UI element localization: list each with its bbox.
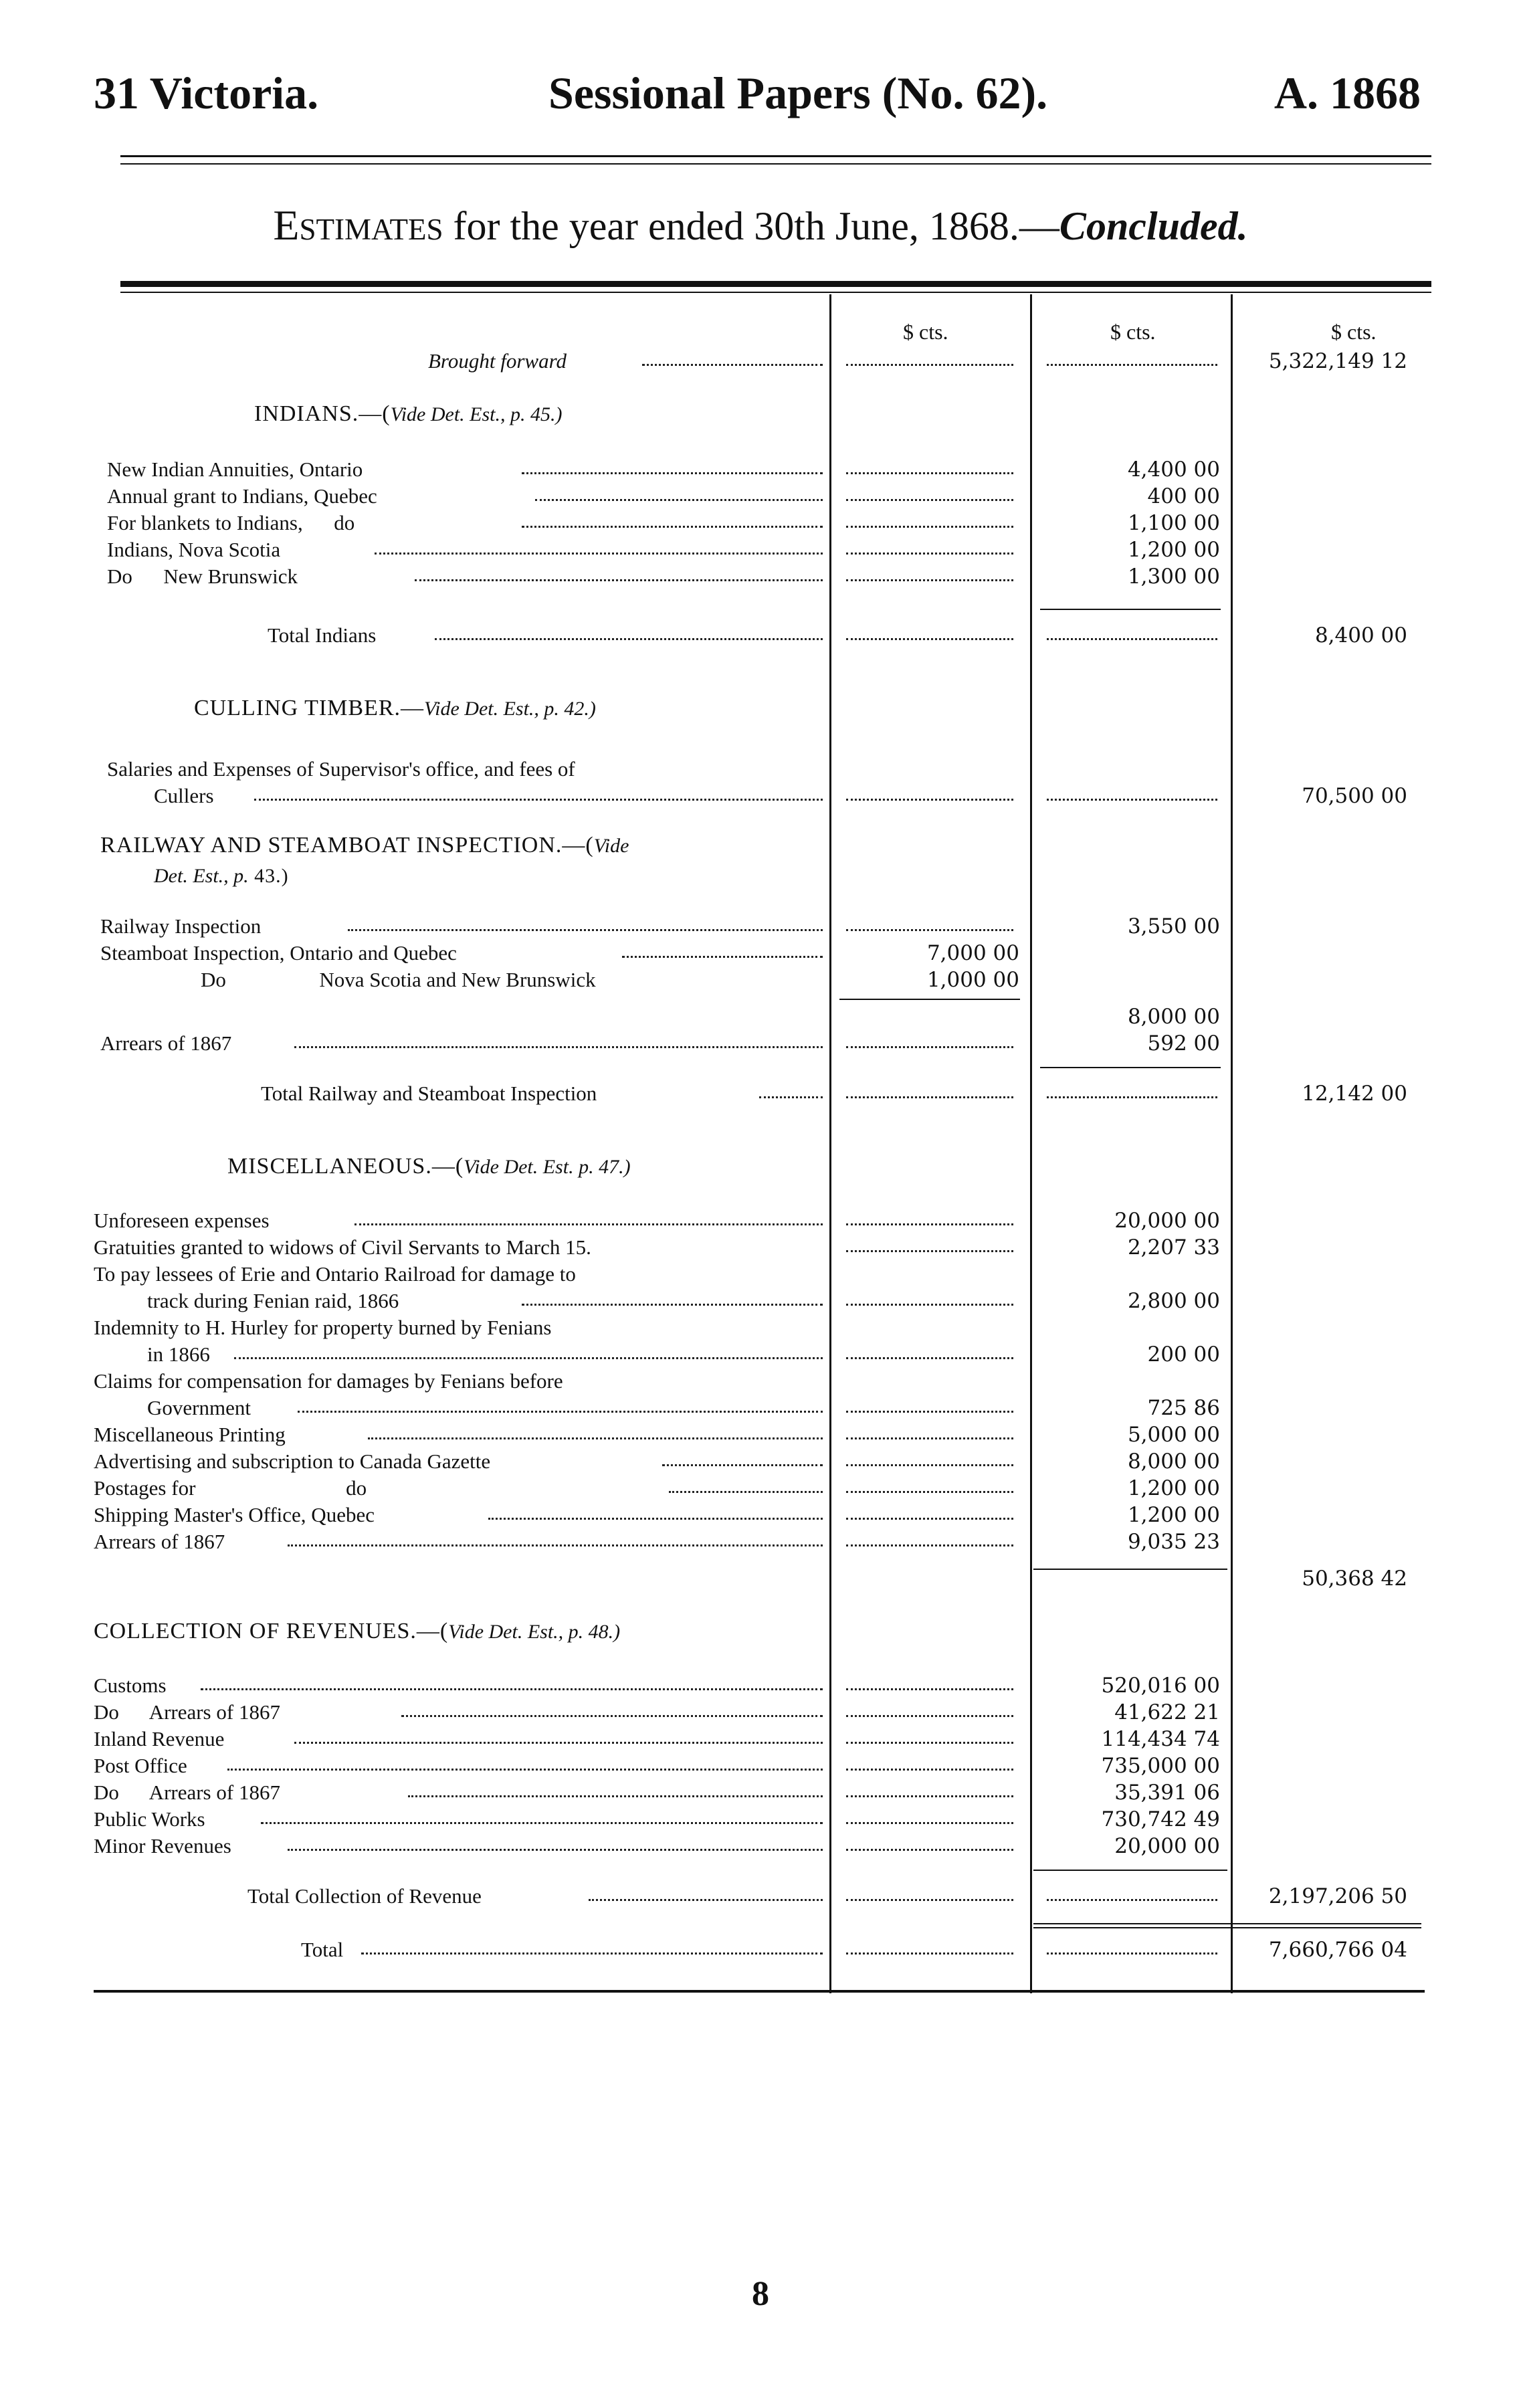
row-amount: 1,200 00 <box>1127 1476 1220 1500</box>
leader-dots <box>846 1408 1013 1413</box>
leader-dots <box>435 635 823 640</box>
leader-dots <box>294 1739 823 1744</box>
leader-dots <box>846 496 1013 501</box>
row-label: Do New Brunswick <box>107 565 298 588</box>
leader-dots <box>522 1301 823 1306</box>
row-label: Arrears of 1867 <box>94 1530 225 1553</box>
header-rule-bottom <box>120 163 1431 165</box>
row-amount: 1,100 00 <box>1127 511 1220 535</box>
leader-dots <box>846 1766 1013 1771</box>
row-amount: 9,035 23 <box>1127 1530 1220 1554</box>
leader-dots <box>846 1846 1013 1851</box>
leader-dots <box>1047 361 1217 366</box>
leader-dots <box>846 1247 1013 1252</box>
leader-dots <box>201 1686 823 1690</box>
leader-dots <box>846 1301 1013 1306</box>
row-amount: 730,742 49 <box>1101 1807 1220 1831</box>
title-main: for the year ended 30th June, 1868.— <box>443 204 1059 248</box>
brought-forward-label: Brought forward <box>428 349 567 373</box>
leader-dots <box>669 1488 823 1493</box>
row-label-cont: Cullers <box>154 784 214 807</box>
row-amount: 400 00 <box>1147 484 1220 508</box>
leader-dots <box>846 1819 1013 1824</box>
grand-total-label: Total <box>301 1938 344 1961</box>
row-amount: 520,016 00 <box>1101 1674 1220 1698</box>
row-label-cont: track during Fenian raid, 1866 <box>147 1289 399 1312</box>
row-amount: 592 00 <box>1147 1031 1220 1056</box>
section-heading-railway-cont <box>154 863 289 888</box>
row-label: Do Arrears of 1867 <box>94 1700 280 1724</box>
row-amount: 35,391 06 <box>1114 1781 1220 1805</box>
leader-dots <box>846 1950 1013 1954</box>
leader-dots <box>348 926 823 931</box>
row-label: Railway Inspection <box>100 914 262 938</box>
total-amount: 50,368 42 <box>1302 1567 1407 1591</box>
leader-dots <box>1047 1896 1217 1901</box>
column-head-1: $ cts. <box>903 320 948 344</box>
section-heading-text: COLLECTION OF REVENUES.—( <box>94 1619 449 1643</box>
row-amount: 20,000 00 <box>1114 1834 1220 1858</box>
leader-dots <box>846 1896 1013 1901</box>
leader-dots <box>294 1043 823 1048</box>
row-amount: 2,800 00 <box>1127 1289 1220 1313</box>
section-heading-ref: Det. Est., p. <box>154 865 249 887</box>
section-heading-ref: Vide Det. Est., p. 45.) <box>390 403 563 425</box>
row-label: Advertising and subscription to Canada Gazette <box>94 1449 491 1473</box>
row-amount: 4,400 00 <box>1127 458 1220 482</box>
column-head-2: $ cts. <box>1110 320 1156 344</box>
leader-dots <box>846 1462 1013 1466</box>
row-amount-sub: 7,000 00 <box>926 941 1019 965</box>
row-amount: 8,000 00 <box>1127 1005 1220 1029</box>
leader-dots <box>408 1793 823 1797</box>
section-heading-ref: Vide Det. Est. p. 47.) <box>464 1156 631 1178</box>
column-divider-2 <box>1030 294 1032 1993</box>
title-prefix: Estimates <box>273 201 443 249</box>
row-label: Public Works <box>94 1807 205 1831</box>
title-rule-thick <box>120 281 1431 287</box>
row-amount: 41,622 21 <box>1114 1700 1220 1724</box>
column-divider-1 <box>829 294 831 1993</box>
title-rule-thin <box>120 292 1431 293</box>
section-heading-ref: Vide <box>593 835 629 857</box>
row-amount: 735,000 00 <box>1101 1754 1220 1778</box>
sum-rule <box>1033 1870 1227 1871</box>
sum-rule <box>1033 1923 1421 1924</box>
row-label-cont: Government <box>147 1396 251 1419</box>
row-label: Indians, Nova Scotia <box>107 538 281 561</box>
leader-dots <box>368 1435 823 1439</box>
row-label: Arrears of 1867 <box>100 1031 232 1055</box>
brought-forward-total: 5,322,149 12 <box>1268 349 1407 373</box>
page-title <box>0 201 1521 250</box>
row-label: Claims for compensation for damages by Fenians before <box>94 1369 563 1393</box>
section-heading-misc <box>227 1154 631 1179</box>
column-head-3: $ cts. <box>1331 320 1377 344</box>
leader-dots <box>622 953 823 958</box>
total-amount: 2,197,206 50 <box>1268 1884 1407 1908</box>
leader-dots <box>846 1793 1013 1797</box>
row-amount: 1,200 00 <box>1127 538 1220 562</box>
header-center: Sessional Papers (No. 62). <box>548 68 1048 118</box>
row-label: New Indian Annuities, Ontario <box>107 458 363 481</box>
section-heading-text: RAILWAY AND STEAMBOAT INSPECTION.—( <box>100 833 594 858</box>
title-suffix: Concluded. <box>1059 204 1248 248</box>
row-label: Indemnity to H. Hurley for property burned by Fenians <box>94 1316 552 1339</box>
leader-dots <box>846 1488 1013 1493</box>
section-heading-collection <box>94 1619 620 1644</box>
leader-dots <box>846 1739 1013 1744</box>
leader-dots <box>846 1043 1013 1048</box>
row-label: Gratuities granted to widows of Civil Servants to March 15. <box>94 1235 591 1259</box>
leader-dots <box>846 1515 1013 1520</box>
row-amount: 725 86 <box>1147 1396 1220 1420</box>
row-label: Salaries and Expenses of Supervisor's office, and fees of <box>107 757 575 781</box>
leader-dots <box>1047 1094 1217 1098</box>
header-rule-top <box>120 155 1431 157</box>
row-amount: 8,000 00 <box>1127 1449 1220 1474</box>
section-heading-text: INDIANS.—( <box>254 401 391 426</box>
section-heading-railway <box>100 833 629 858</box>
row-label: Steamboat Inspection, Ontario and Quebec <box>100 941 457 965</box>
leader-dots <box>298 1408 823 1413</box>
row-label: Do Nova Scotia and New Brunswick <box>201 968 596 991</box>
leader-dots <box>642 361 823 366</box>
leader-dots <box>227 1766 823 1771</box>
leader-dots <box>846 550 1013 555</box>
sum-rule <box>1033 1569 1227 1570</box>
leader-dots <box>288 1846 823 1851</box>
row-label: Shipping Master's Office, Quebec <box>94 1503 375 1526</box>
leader-dots <box>846 926 1013 931</box>
leader-dots <box>846 1435 1013 1439</box>
leader-dots <box>1047 1950 1217 1954</box>
row-label: Do Arrears of 1867 <box>94 1781 280 1804</box>
row-label-cont: in 1866 <box>147 1342 210 1366</box>
row-amount: 114,434 74 <box>1101 1727 1220 1751</box>
row-label: Minor Revenues <box>94 1834 231 1858</box>
row-label: Inland Revenue <box>94 1727 225 1750</box>
row-amount: 5,000 00 <box>1127 1423 1220 1447</box>
leader-dots <box>846 1354 1013 1359</box>
row-amount: 1,300 00 <box>1127 565 1220 589</box>
leader-dots <box>846 361 1013 366</box>
leader-dots <box>846 1094 1013 1098</box>
row-label: Post Office <box>94 1754 187 1777</box>
section-heading-text: CULLING TIMBER.— <box>194 696 425 720</box>
leader-dots <box>846 1542 1013 1546</box>
grand-total-amount: 7,660,766 04 <box>1268 1938 1407 1962</box>
leader-dots <box>361 1950 823 1954</box>
row-amount: 200 00 <box>1147 1342 1220 1367</box>
leader-dots <box>846 1712 1013 1717</box>
leader-dots <box>354 1221 823 1225</box>
page-number: 8 <box>752 2275 769 2313</box>
row-label: Annual grant to Indians, Quebec <box>107 484 377 508</box>
section-heading-ref-page: 43.) <box>248 865 289 887</box>
leader-dots <box>288 1542 823 1546</box>
leader-dots <box>261 1819 823 1824</box>
leader-dots <box>488 1515 823 1520</box>
leader-dots <box>846 523 1013 528</box>
row-label: To pay lessees of Erie and Ontario Railroad for damage to <box>94 1262 576 1286</box>
leader-dots <box>662 1462 823 1466</box>
row-amount: 2,207 33 <box>1127 1235 1220 1260</box>
sum-rule <box>839 999 1020 1000</box>
section-heading-indians <box>254 401 562 427</box>
leader-dots <box>1047 635 1217 640</box>
leader-dots <box>846 1686 1013 1690</box>
total-amount: 70,500 00 <box>1302 784 1407 808</box>
header-left: 31 Victoria. <box>94 68 319 118</box>
leader-dots <box>846 796 1013 801</box>
leader-dots <box>535 496 823 501</box>
leader-dots <box>375 550 823 555</box>
leader-dots <box>415 577 823 581</box>
total-label: Total Collection of Revenue <box>247 1884 482 1908</box>
leader-dots <box>254 796 823 801</box>
section-heading-ref: Vide Det. Est., p. 48.) <box>448 1621 621 1643</box>
sum-rule <box>1033 1927 1421 1928</box>
total-label: Total Indians <box>268 623 377 647</box>
row-amount: 1,200 00 <box>1127 1503 1220 1527</box>
leader-dots <box>846 577 1013 581</box>
row-label: For blankets to Indians, do <box>107 511 355 534</box>
row-amount: 3,550 00 <box>1127 914 1220 938</box>
row-amount-sub: 1,000 00 <box>926 968 1019 992</box>
leader-dots <box>846 470 1013 474</box>
total-label: Total Railway and Steamboat Inspection <box>261 1082 597 1105</box>
row-label: Postages for do <box>94 1476 367 1500</box>
row-label: Unforeseen expenses <box>94 1209 270 1232</box>
leader-dots <box>1047 796 1217 801</box>
sum-rule <box>1040 609 1221 610</box>
leader-dots <box>589 1896 823 1901</box>
row-label: Customs <box>94 1674 167 1697</box>
section-heading-ref: Vide Det. Est., p. 42.) <box>424 698 596 720</box>
column-divider-3 <box>1231 294 1233 1993</box>
row-label: Miscellaneous Printing <box>94 1423 286 1446</box>
leader-dots <box>234 1354 823 1359</box>
total-amount: 8,400 00 <box>1314 623 1407 647</box>
leader-dots <box>401 1712 823 1717</box>
section-heading-text: MISCELLANEOUS.—( <box>227 1154 464 1179</box>
header-right: A. 1868 <box>1274 68 1421 118</box>
total-amount: 12,142 00 <box>1302 1082 1407 1106</box>
bottom-rule <box>94 1990 1425 1993</box>
section-heading-culling <box>194 696 596 721</box>
leader-dots <box>522 523 823 528</box>
leader-dots <box>522 470 823 474</box>
row-amount: 20,000 00 <box>1114 1209 1220 1233</box>
leader-dots <box>759 1094 823 1098</box>
leader-dots <box>846 1221 1013 1225</box>
sum-rule <box>1040 1067 1221 1068</box>
leader-dots <box>846 635 1013 640</box>
